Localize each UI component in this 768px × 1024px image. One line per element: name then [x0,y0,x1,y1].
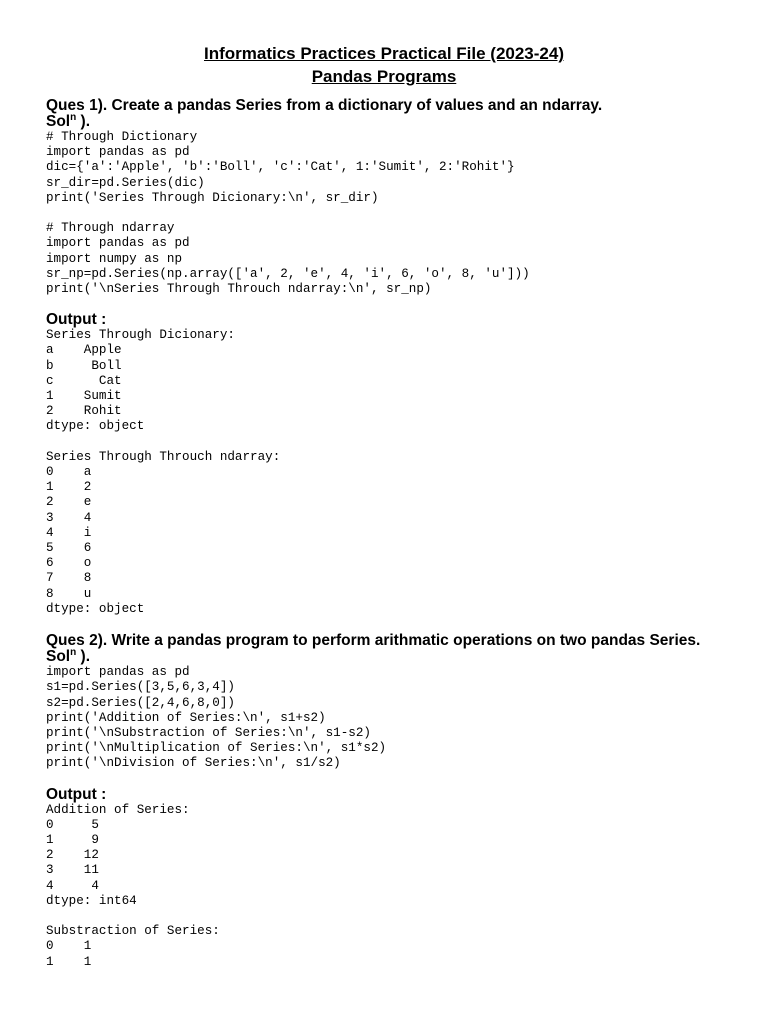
output-1-label: Output : [46,311,107,329]
sol-suffix: ). [76,648,91,666]
sol-prefix: Sol [46,648,71,666]
sol-suffix: ). [76,113,91,130]
document-header [0,0,768,88]
question-1-text: Ques 1). Create a pandas Series from a dictionary of values and an ndarray. [46,97,603,114]
sol-prefix: Sol [46,113,71,130]
document-body [46,97,748,970]
solution-2-label [46,646,748,666]
question-2-output: Addition of Series: 0 5 1 9 2 12 3 11 4 4 dtype: int64 Substraction of Series: 0 1 1 1 [46,802,220,969]
question-1-code: # Through Dictionary import pandas as pd dic={'a':'Apple', 'b':'Boll', 'c':'Cat', 1:'Sumit', 2:'Rohit'} sr_dir=pd.Series(dic) print('Series Through Dicionary:\n', sr_dir) # Through ndarray import pandas as pd import numpy as np sr_np=pd.Series(np.array(['a', 2, 'e', 4, 'i', 6, 'o', 8, 'u'])) print('\nSeries Through Throuch ndarray:\n', sr_np) [46,130,530,297]
question-1-section [46,97,748,617]
document-title: Informatics Practices Practical File (2023-24) [203,44,564,63]
question-1-output: Series Through Dicionary: a Apple b Boll c Cat 1 Sumit 2 Rohit dtype: object Series Through Throuch ndarray: 0 a 1 2 2 e 3 4 4 i 5 6 6 o 7 8 8 u dtype: object [46,328,281,616]
question-2-code: import pandas as pd s1=pd.Series([3,5,6,3,4]) s2=pd.Series([2,4,6,8,0]) print('Addition of Series:\n', s1+s2) print('\nSubstraction of Series:\n', s1-s2) print('\nMultiplication of Series:\n', s1*s2) print('\nDivision of Series:\n', s1/s2) [46,665,387,771]
sol-superscript: n [70,646,77,658]
question-2-text: Ques 2). Write a pandas program to perform arithmatic operations on two pandas Series. [46,632,701,650]
output-2-label: Output : [46,785,107,803]
document-subtitle: Pandas Programs [311,67,457,86]
solution-1-label [46,111,748,130]
question-2-section [46,632,748,970]
sol-superscript: n [70,111,77,123]
